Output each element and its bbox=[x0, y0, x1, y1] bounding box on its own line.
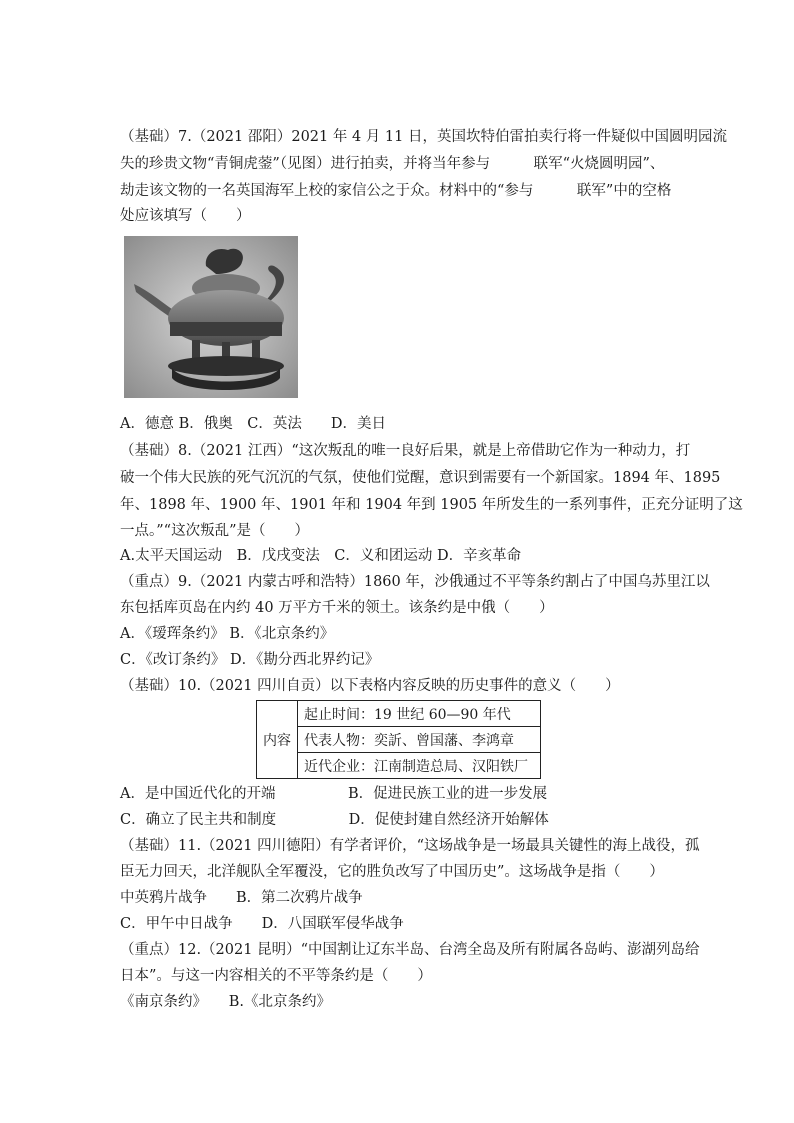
q8-line1: （基础）8.（2021 江西）“这次叛乱的唯一良好后果，就是上帝借助它作为一种动力，打 bbox=[120, 443, 691, 459]
q12-line2: 日本”。与这一内容相关的不平等条约是（ ） bbox=[120, 968, 432, 984]
q12-option-ab: 《南京条约》 B.《北京条约》 bbox=[120, 994, 332, 1010]
q7-line3: 劫走该文物的一名英国海军上校的家信公之于众。材料中的“参与 联军”中的空格 bbox=[120, 183, 672, 199]
q11-line2: 臣无力回天，北洋舰队全军覆没，它的胜负改写了中国历史”。这场战争是指（ ） bbox=[120, 864, 664, 880]
q9-option-cd: C．《改订条约》 D．《勘分西北界约记》 bbox=[120, 652, 380, 668]
q10-content-table bbox=[256, 700, 541, 779]
q9-option-ab: A．《瑷珲条约》 B．《北京条约》 bbox=[120, 626, 335, 642]
table-cell: 近代企业：江南制造总局、汉阳铁厂 bbox=[298, 753, 541, 779]
q9-line2: 东包括库页岛在内约 40 万平方千米的领土。该条约是中俄（ ） bbox=[120, 600, 554, 616]
table-cell: 代表人物：奕訢、曾国藩、李鸿章 bbox=[298, 727, 541, 753]
q10-option-cd: C．确立了民主共和制度 D．促使封建自然经济开始解体 bbox=[120, 812, 549, 828]
q10-option-ab: A．是中国近代化的开端 B．促进民族工业的进一步发展 bbox=[120, 786, 548, 802]
table-head-cell: 内容 bbox=[257, 701, 298, 779]
q7-line2: 失的珍贵文物“青铜虎蓥”（见图）进行拍卖，并将当年参与 联军“火烧圆明园”、 bbox=[120, 156, 665, 172]
q7-line1: （基础）7.（2021 邵阳）2021 年 4 月 11 日，英国坎特伯雷拍卖行将一件疑似中国圆明园流 bbox=[120, 129, 727, 145]
q7-options: A．德意 B．俄奥 C．英法 D．美日 bbox=[120, 416, 386, 432]
q7-line4: 处应该填写（ ） bbox=[120, 208, 251, 224]
bronze-vessel-photo bbox=[124, 236, 298, 398]
q10-line1: （基础）10.（2021 四川自贡）以下表格内容反映的历史事件的意义（ ） bbox=[120, 678, 620, 694]
q12-line1: （重点）12.（2021 昆明）“中国割让辽东半岛、台湾全岛及所有附属各岛屿、澎湖列岛给 bbox=[120, 942, 700, 958]
q11-option-cd: C．甲午中日战争 D．八国联军侵华战争 bbox=[120, 916, 404, 932]
q11-line1: （基础）11.（2021 四川德阳）有学者评价，“这场战争是一场最具关键性的海上战役，孤 bbox=[120, 838, 700, 854]
q8-line2: 破一个伟大民族的死气沉沉的气氛，使他们觉醒，意识到需要有一个新国家。1894 年、1895 bbox=[120, 470, 721, 486]
table-row bbox=[257, 727, 541, 753]
q11-option-ab: 中英鸦片战争 B．第二次鸦片战争 bbox=[120, 890, 363, 906]
q8-options: A.太平天国运动 B．戊戌变法 C．义和团运动 D．辛亥革命 bbox=[120, 548, 522, 564]
table-row bbox=[257, 753, 541, 779]
table-cell: 起止时间：19 世纪 60—90 年代 bbox=[298, 701, 541, 727]
table-row bbox=[257, 701, 541, 727]
q8-line4: 一点。”“这次叛乱”是（ ） bbox=[120, 523, 309, 539]
q9-line1: （重点）9.（2021 内蒙古呼和浩特）1860 年，沙俄通过不平等条约割占了中国乌苏里江以 bbox=[120, 574, 710, 590]
q8-line3: 年、1898 年、1900 年、1901 年和 1904 年到 1905 年所发生的一系列事件，正充分证明了这 bbox=[120, 497, 743, 513]
